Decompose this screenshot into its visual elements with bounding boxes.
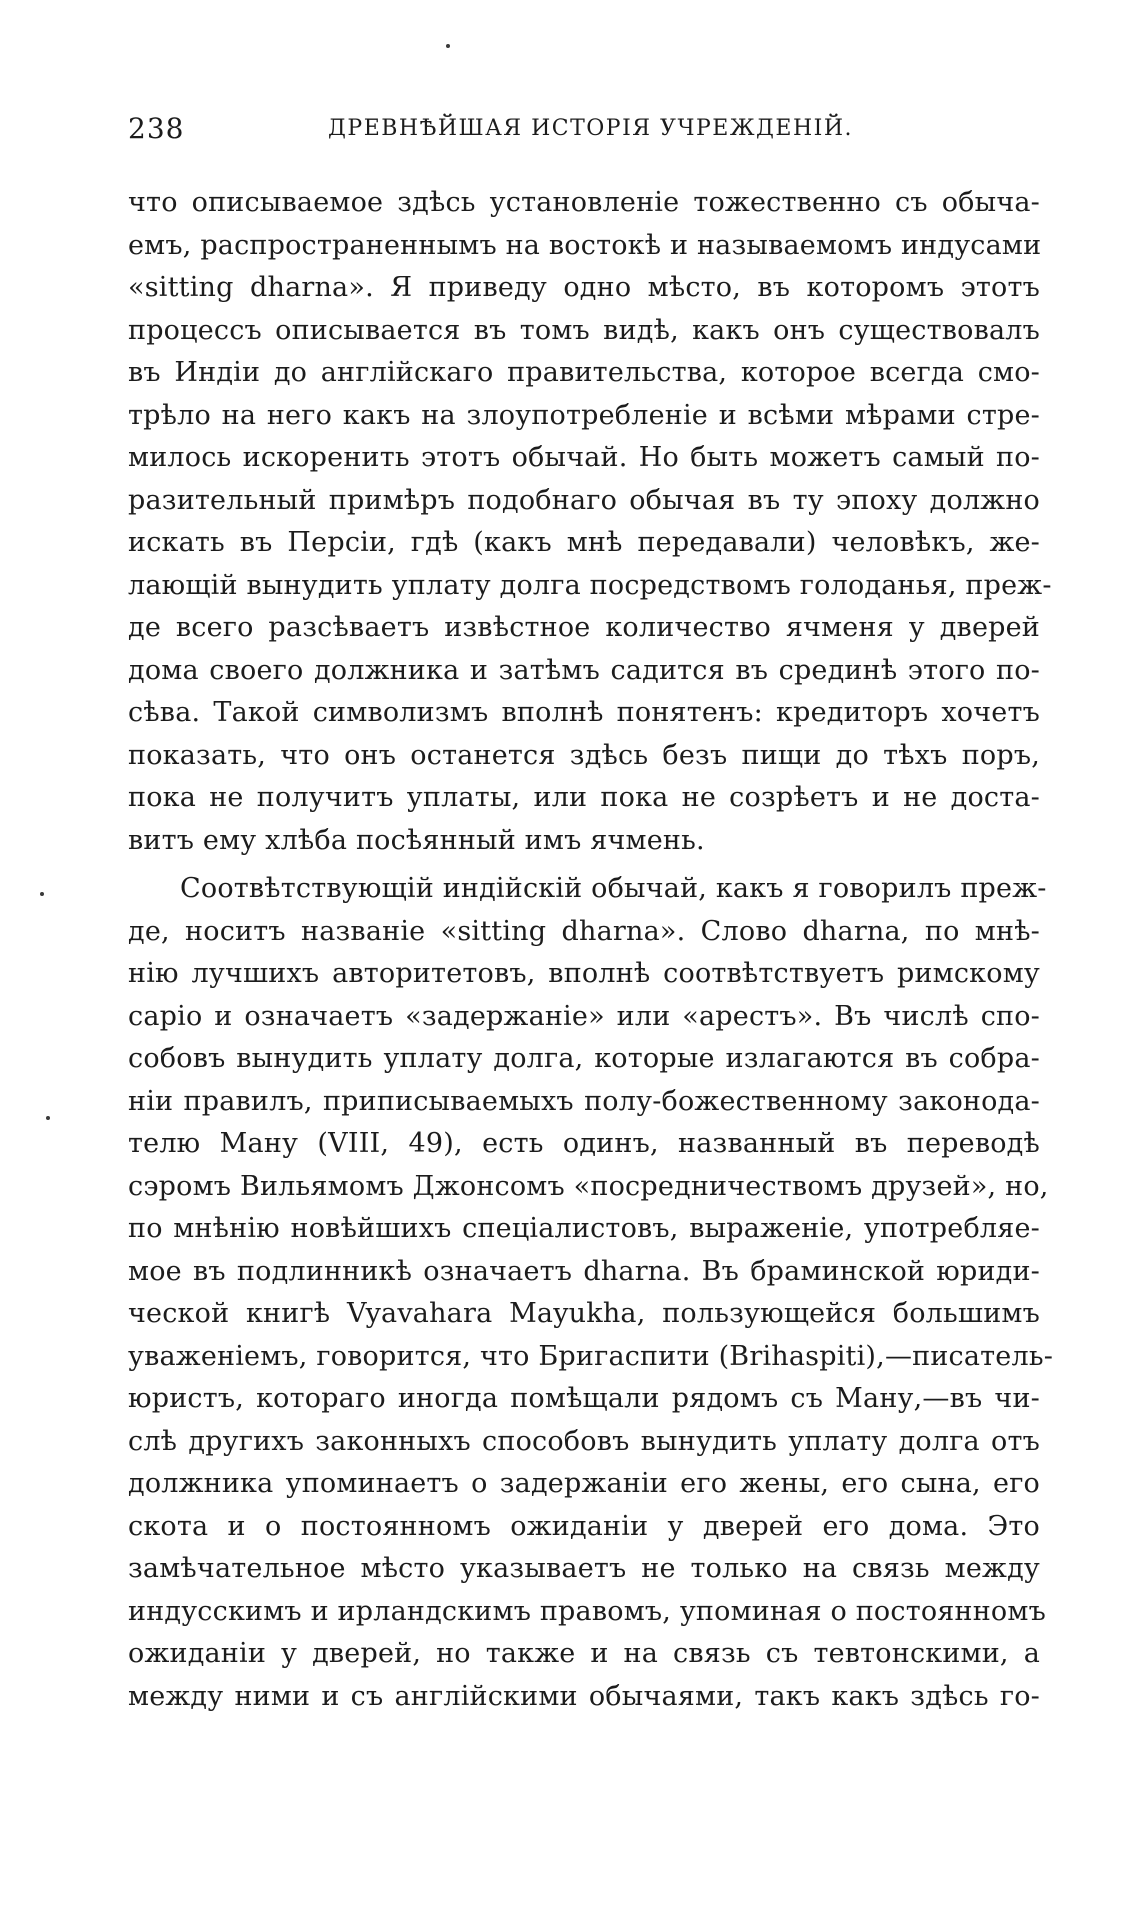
text-line: Соотвѣтствующій индійскій обычай, какъ я говорилъ преж- xyxy=(180,873,1047,904)
text-line: что описываемое здѣсь установленіе тожественно съ обыча- xyxy=(128,187,1040,218)
text-line: разительный примѣръ подобнаго обычая въ ту эпоху должно xyxy=(128,484,1040,516)
text-line: сэромъ Вильямомъ Джонсомъ «посредничествомъ друзей», но, xyxy=(128,1170,1049,1202)
text-line: собовъ вынудить уплату долга, которые излагаются въ собра- xyxy=(128,1043,1040,1074)
paper-speck xyxy=(40,892,44,896)
running-title: ДРЕВНѢЙШАЯ ИСТОРІЯ УЧРЕЖДЕНІЙ. xyxy=(328,116,854,141)
text-line: дома своего должника и затѣмъ садится въ срединѣ этого по- xyxy=(128,654,1040,686)
page-header xyxy=(128,112,1038,152)
text-line: милось искоренить этотъ обычай. Но быть можетъ самый по- xyxy=(128,442,1040,473)
paragraph-2 xyxy=(128,868,1054,1718)
text-line: ожиданіи у дверей, но также и на связь съ тевтонскими, а xyxy=(128,1638,1040,1669)
text-line: въ Индіи до англійскаго правительства, которое всегда смо- xyxy=(128,357,1040,388)
text-line: сѣва. Такой символизмъ вполнѣ понятенъ: кредиторъ хочетъ xyxy=(128,697,1040,728)
text-line: индусскимъ и ирландскимъ правомъ, упоминая о постоянномъ xyxy=(128,1595,1046,1627)
text-line: «sitting dharna». Я приведу одно мѣсто, въ которомъ этотъ xyxy=(128,272,1040,303)
text-line: capio и означаетъ «задержаніе» или «арестъ». Въ числѣ спо- xyxy=(128,1000,1040,1032)
text-line: слѣ другихъ законныхъ способовъ вынудить уплату долга отъ xyxy=(128,1425,1040,1457)
text-line: телю Ману (VIII, 49), есть одинъ, названный въ переводѣ xyxy=(128,1128,1040,1159)
text-line: между ними и съ англійскими обычаями, такъ какъ здѣсь го- xyxy=(128,1680,1040,1712)
text-line: ческой книгѣ Vyavahara Mayukha, пользующейся большимъ xyxy=(128,1298,1040,1329)
paper-speck xyxy=(46,1116,50,1120)
text-line: мое въ подлинникѣ означаетъ dharna. Въ браминской юриди- xyxy=(128,1255,1040,1287)
text-line: трѣло на него какъ на злоупотребленіе и всѣми мѣрами стре- xyxy=(128,399,1040,431)
text-line: ніи правилъ, приписываемыхъ полу-божественному законода- xyxy=(128,1085,1040,1117)
text-line: пока не получитъ уплаты, или пока не созрѣетъ и не доста- xyxy=(128,782,1040,813)
text-line: юристъ, котораго иногда помѣщали рядомъ съ Ману,—въ чи- xyxy=(128,1383,1040,1414)
text-line: искать въ Персіи, гдѣ (какъ мнѣ передавали) человѣкъ, же- xyxy=(128,527,1040,558)
body-text xyxy=(128,182,1054,1718)
text-line: замѣчательное мѣсто указываетъ не только на связь между xyxy=(128,1553,1040,1584)
text-line: витъ ему хлѣба посѣянный имъ ячмень. xyxy=(128,824,705,856)
text-line: показать, что онъ останется здѣсь безъ пищи до тѣхъ поръ, xyxy=(128,739,1040,771)
page-number: 238 xyxy=(128,112,185,145)
text-line: должника упоминаетъ о задержаніи его жены, его сына, его xyxy=(128,1468,1040,1499)
text-line: нію лучшихъ авторитетовъ, вполнѣ соотвѣтствуетъ римскому xyxy=(128,958,1040,989)
text-line: де, носитъ названіе «sitting dharna». Слово dharna, по мнѣ- xyxy=(128,915,1040,947)
text-line: емъ, распространеннымъ на востокѣ и называемомъ индусами xyxy=(128,229,1042,261)
paper-speck xyxy=(446,44,450,48)
text-line: де всего разсѣваетъ извѣстное количество ячменя у дверей xyxy=(128,612,1040,643)
text-line: уваженіемъ, говорится, что Бригаспити (Brihaspiti),—писатель- xyxy=(128,1340,1054,1372)
paragraph-1 xyxy=(128,182,1052,862)
text-line: скота и о постоянномъ ожиданіи у дверей его дома. Это xyxy=(128,1510,1040,1542)
text-line: лающій вынудить уплату долга посредствомъ голоданья, преж- xyxy=(128,569,1052,601)
text-line: по мнѣнію новѣйшихъ спеціалистовъ, выраженіе, употребляе- xyxy=(128,1213,1040,1244)
text-line: процессъ описывается въ томъ видѣ, какъ онъ существовалъ xyxy=(128,314,1040,346)
